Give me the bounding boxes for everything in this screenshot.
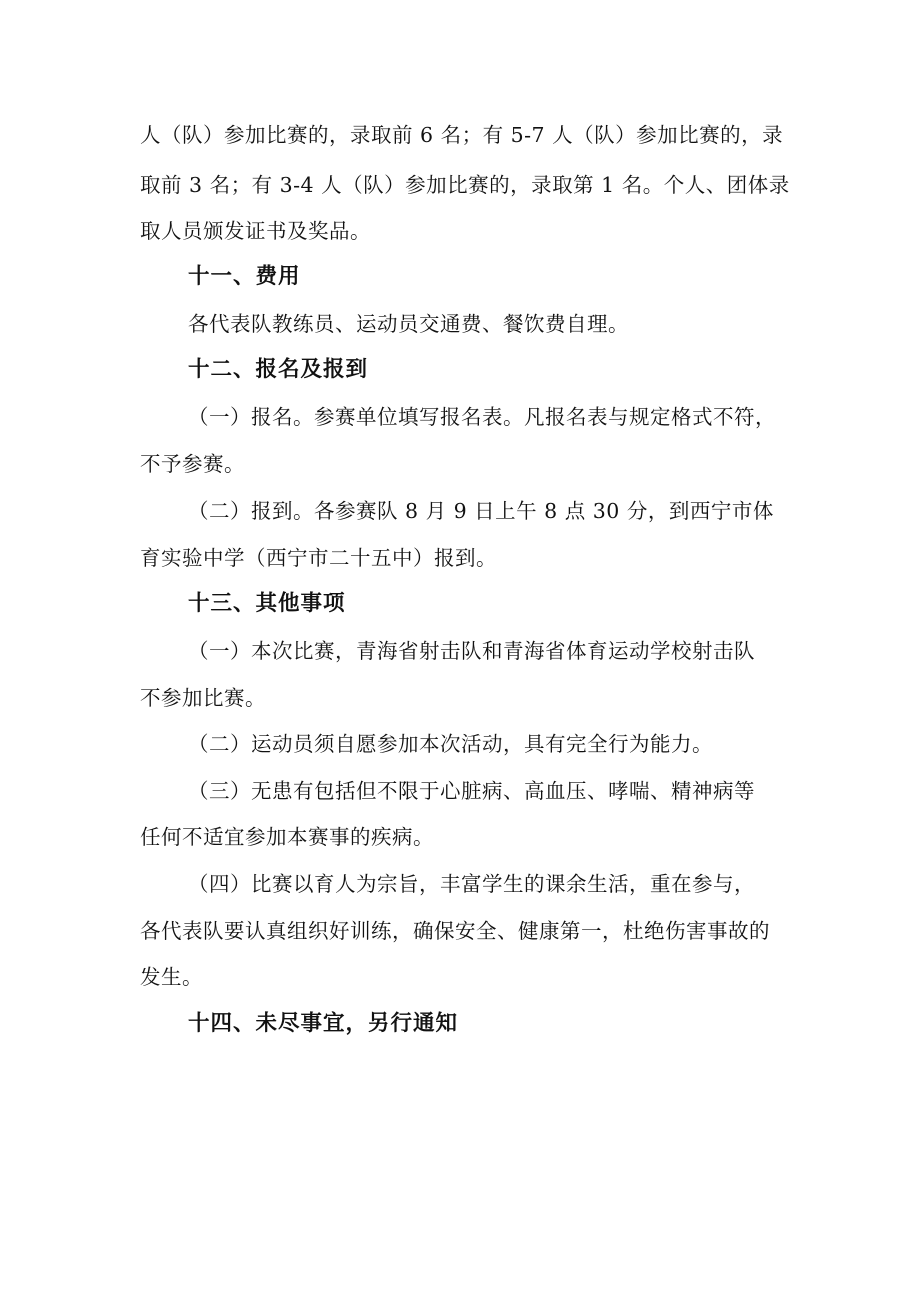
paragraph-text: 取前 3 名；有 3-4 人（队）参加比赛的，录取第 1 名。个人、团体录 xyxy=(140,173,790,197)
paragraph-line xyxy=(140,916,785,946)
paragraph-line xyxy=(140,216,785,246)
paragraph-line xyxy=(140,543,785,573)
paragraph-line xyxy=(188,309,785,339)
paragraph-line xyxy=(140,962,785,992)
paragraph-line xyxy=(140,683,785,713)
section-heading xyxy=(188,589,785,619)
paragraph-line xyxy=(188,776,785,806)
heading-text: 十二、报名及报到 xyxy=(188,357,369,382)
paragraph-text: 任何不适宜参加本赛事的疾病。 xyxy=(140,825,434,849)
paragraph-text: （二）报到。各参赛队 8 月 9 日上午 8 点 30 分，到西宁市体 xyxy=(188,499,774,523)
paragraph-text: 取人员颁发证书及奖品。 xyxy=(140,219,371,243)
paragraph-line xyxy=(140,120,785,150)
paragraph-text: 各代表队要认真组织好训练，确保安全、健康第一，杜绝伤害事故的 xyxy=(140,919,770,943)
paragraph-line xyxy=(188,496,785,526)
paragraph-text: （一）报名。参赛单位填写报名表。凡报名表与规定格式不符， xyxy=(188,405,776,429)
paragraph-text: 不参加比赛。 xyxy=(140,686,266,710)
paragraph-line xyxy=(188,869,785,899)
paragraph-line xyxy=(140,822,785,852)
paragraph-text: （二）运动员须自愿参加本次活动，具有完全行为能力。 xyxy=(188,732,713,756)
paragraph-line xyxy=(188,402,785,432)
paragraph-text: （一）本次比赛，青海省射击队和青海省体育运动学校射击队 xyxy=(188,639,755,663)
paragraph-text: 人（队）参加比赛的，录取前 6 名；有 5-7 人（队）参加比赛的，录 xyxy=(140,123,784,147)
paragraph-line xyxy=(188,729,785,759)
paragraph-text: （三）无患有包括但不限于心脏病、高血压、哮喘、精神病等 xyxy=(188,779,755,803)
paragraph-text: 各代表队教练员、运动员交通费、餐饮费自理。 xyxy=(188,312,629,336)
heading-text: 十四、未尽事宜，另行通知 xyxy=(188,1011,459,1036)
paragraph-line xyxy=(140,449,785,479)
section-heading xyxy=(188,1009,785,1039)
heading-text: 十三、其他事项 xyxy=(188,591,346,616)
paragraph-text: 不予参赛。 xyxy=(140,452,245,476)
paragraph-text: （四）比赛以育人为宗旨，丰富学生的课余生活，重在参与， xyxy=(188,872,755,896)
section-heading xyxy=(188,262,785,292)
paragraph-line xyxy=(140,170,790,200)
paragraph-line xyxy=(188,636,785,666)
section-heading xyxy=(188,355,785,385)
heading-text: 十一、费用 xyxy=(188,264,301,289)
paragraph-text: 发生。 xyxy=(140,965,203,989)
paragraph-text: 育实验中学（西宁市二十五中）报到。 xyxy=(140,546,497,570)
